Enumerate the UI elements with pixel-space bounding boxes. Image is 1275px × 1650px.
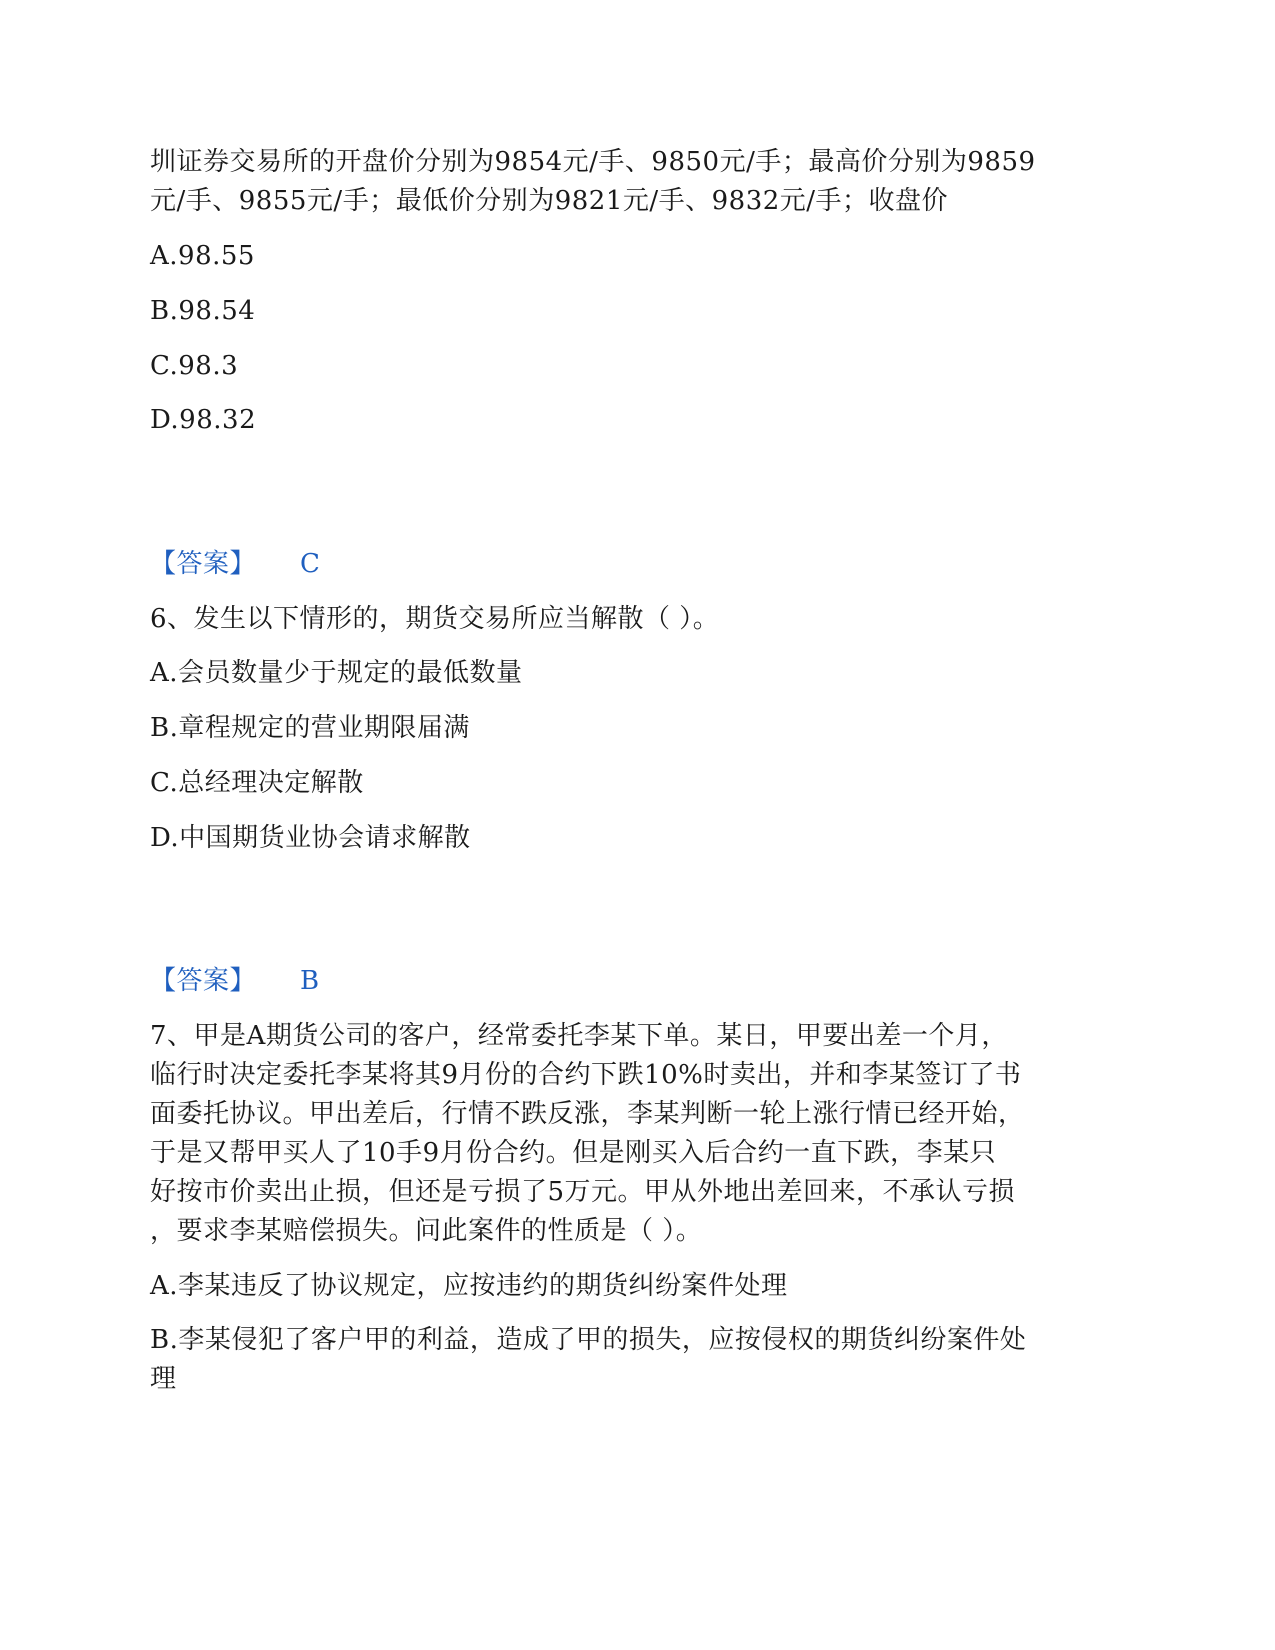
q5-answer bbox=[150, 544, 320, 584]
q6-option-a: A.会员数量少于规定的最低数量 bbox=[150, 658, 523, 688]
q7-stem-line-6: ，要求李某赔偿损失。问此案件的性质是（ ）。 bbox=[150, 1216, 703, 1246]
q5-option-a: A.98.55 bbox=[150, 241, 255, 271]
q7-stem-line-3: 面委托协议。甲出差后，行情不跌反涨，李某判断一轮上涨行情已经开始， bbox=[150, 1099, 1025, 1129]
q7-stem-line-1: 7、甲是A期货公司的客户，经常委托李某下单。某日，甲要出差一个月， bbox=[150, 1021, 1008, 1051]
q5-option-c: C.98.3 bbox=[150, 351, 239, 381]
q7-stem-line-5: 好按市价卖出止损，但还是亏损了5万元。甲从外地出差回来，不承认亏损 bbox=[150, 1177, 1016, 1207]
answer-value: C bbox=[300, 549, 321, 579]
q6-option-d: D.中国期货业协会请求解散 bbox=[150, 823, 471, 853]
q7-stem-line-2: 临行时决定委托李某将其9月份的合约下跌10%时卖出，并和李某签订了书 bbox=[150, 1060, 1022, 1090]
q7-option-b: B.李某侵犯了客户甲的利益，造成了甲的损失，应按侵权的期货纠纷案件处 bbox=[150, 1325, 1027, 1355]
q6-option-b: B.章程规定的营业期限届满 bbox=[150, 713, 470, 743]
q5-stem-line-1: 圳证券交易所的开盘价分别为9854元/手、9850元/手；最高价分别为9859 bbox=[150, 147, 1036, 177]
q5-option-d: D.98.32 bbox=[150, 405, 257, 435]
answer-label: 【答案】 bbox=[150, 966, 257, 996]
q6-option-c: C.总经理决定解散 bbox=[150, 768, 364, 798]
answer-label: 【答案】 bbox=[150, 549, 257, 579]
q7-stem-line-4: 于是又帮甲买人了10手9月份合约。但是刚买入后合约一直下跌，李某只 bbox=[150, 1138, 997, 1168]
q6-answer bbox=[150, 961, 320, 1001]
q5-stem-line-2: 元/手、9855元/手；最低价分别为9821元/手、9832元/手；收盘价 bbox=[150, 186, 949, 216]
q7-option-a: A.李某违反了协议规定，应按违约的期货纠纷案件处理 bbox=[150, 1271, 788, 1301]
q5-option-b: B.98.54 bbox=[150, 296, 256, 326]
q6-stem: 6、发生以下情形的，期货交易所应当解散（ ）。 bbox=[150, 604, 720, 634]
q7-option-b-cont: 理 bbox=[150, 1364, 177, 1394]
answer-value: B bbox=[300, 966, 320, 996]
